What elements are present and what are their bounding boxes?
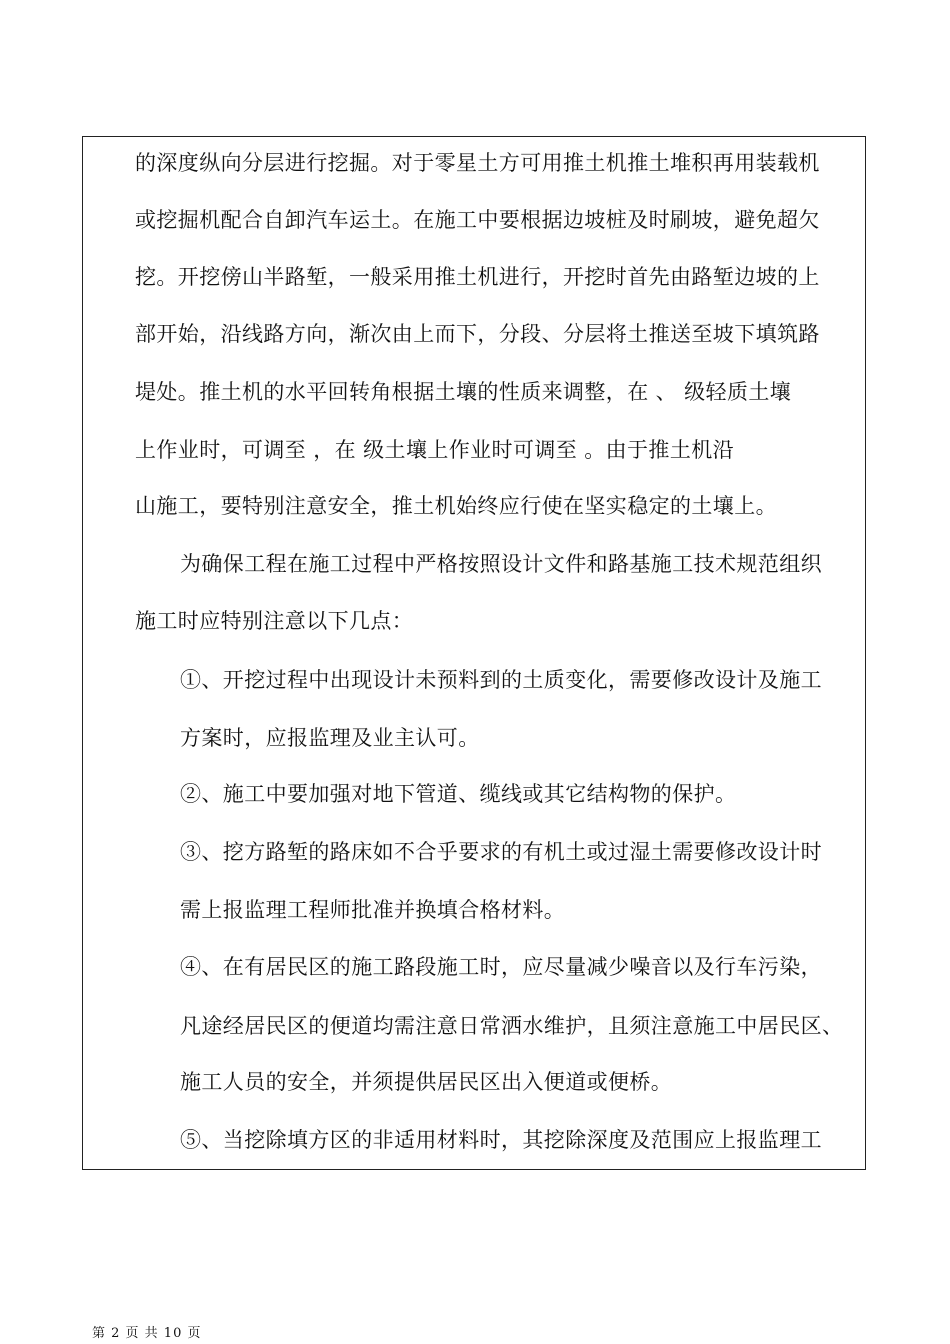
page-number-footer: 第 2 页 共 10 页 (92, 1326, 202, 1341)
list-item-4-line: ④、在有居民区的施工路段施工时，应尽量减少噪音以及行车污染， (180, 955, 822, 979)
paragraph-start-line: 为确保工程在施工过程中严格按照设计文件和路基施工技术规范组织 (180, 552, 822, 576)
list-item-3-continuation: 需上报监理工程师批准并换填合格材料。 (180, 898, 566, 922)
list-item-1-continuation: 方案时，应报监理及业主认可。 (180, 726, 480, 750)
list-item-3-line: ③、挖方路堑的路床如不合乎要求的有机土或过湿土需要修改设计时 (180, 840, 822, 864)
text-line: 上作业时，可调至 ，在 级土壤上作业时可调至 。由于推土机沿 (135, 438, 735, 462)
text-line: 部开始，沿线路方向，渐次由上而下，分段、分层将土推送至坡下填筑路 (135, 322, 820, 346)
list-item-4-continuation: 施工人员的安全，并须提供居民区出入便道或便桥。 (180, 1070, 673, 1094)
text-line: 的深度纵向分层进行挖掘。对于零星土方可用推土机推土堆积再用装载机 (135, 151, 820, 175)
list-item-5-line: ⑤、当挖除填方区的非适用材料时，其挖除深度及范围应上报监理工 (180, 1128, 822, 1152)
list-item-4-continuation: 凡途经居民区的便道均需注意日常洒水维护，且须注意施工中居民区、 (180, 1014, 844, 1038)
list-item-2-line: ②、施工中要加强对地下管道、缆线或其它结构物的保护。 (180, 782, 737, 806)
text-line: 或挖掘机配合自卸汽车运土。在施工中要根据边坡桩及时刷坡，避免超欠 (135, 208, 820, 232)
list-item-1-line: ①、开挖过程中出现设计未预料到的土质变化，需要修改设计及施工 (180, 668, 822, 692)
text-line: 山施工，要特别注意安全，推土机始终应行使在坚实稳定的土壤上。 (135, 494, 777, 518)
text-line: 挖。开挖傍山半路堑，一般采用推土机进行，开挖时首先由路堑边坡的上 (135, 265, 820, 289)
text-line: 施工时应特别注意以下几点： (135, 609, 414, 633)
text-line: 堤处。推土机的水平回转角根据土壤的性质来调整，在 、 级轻质土壤 (135, 380, 792, 404)
